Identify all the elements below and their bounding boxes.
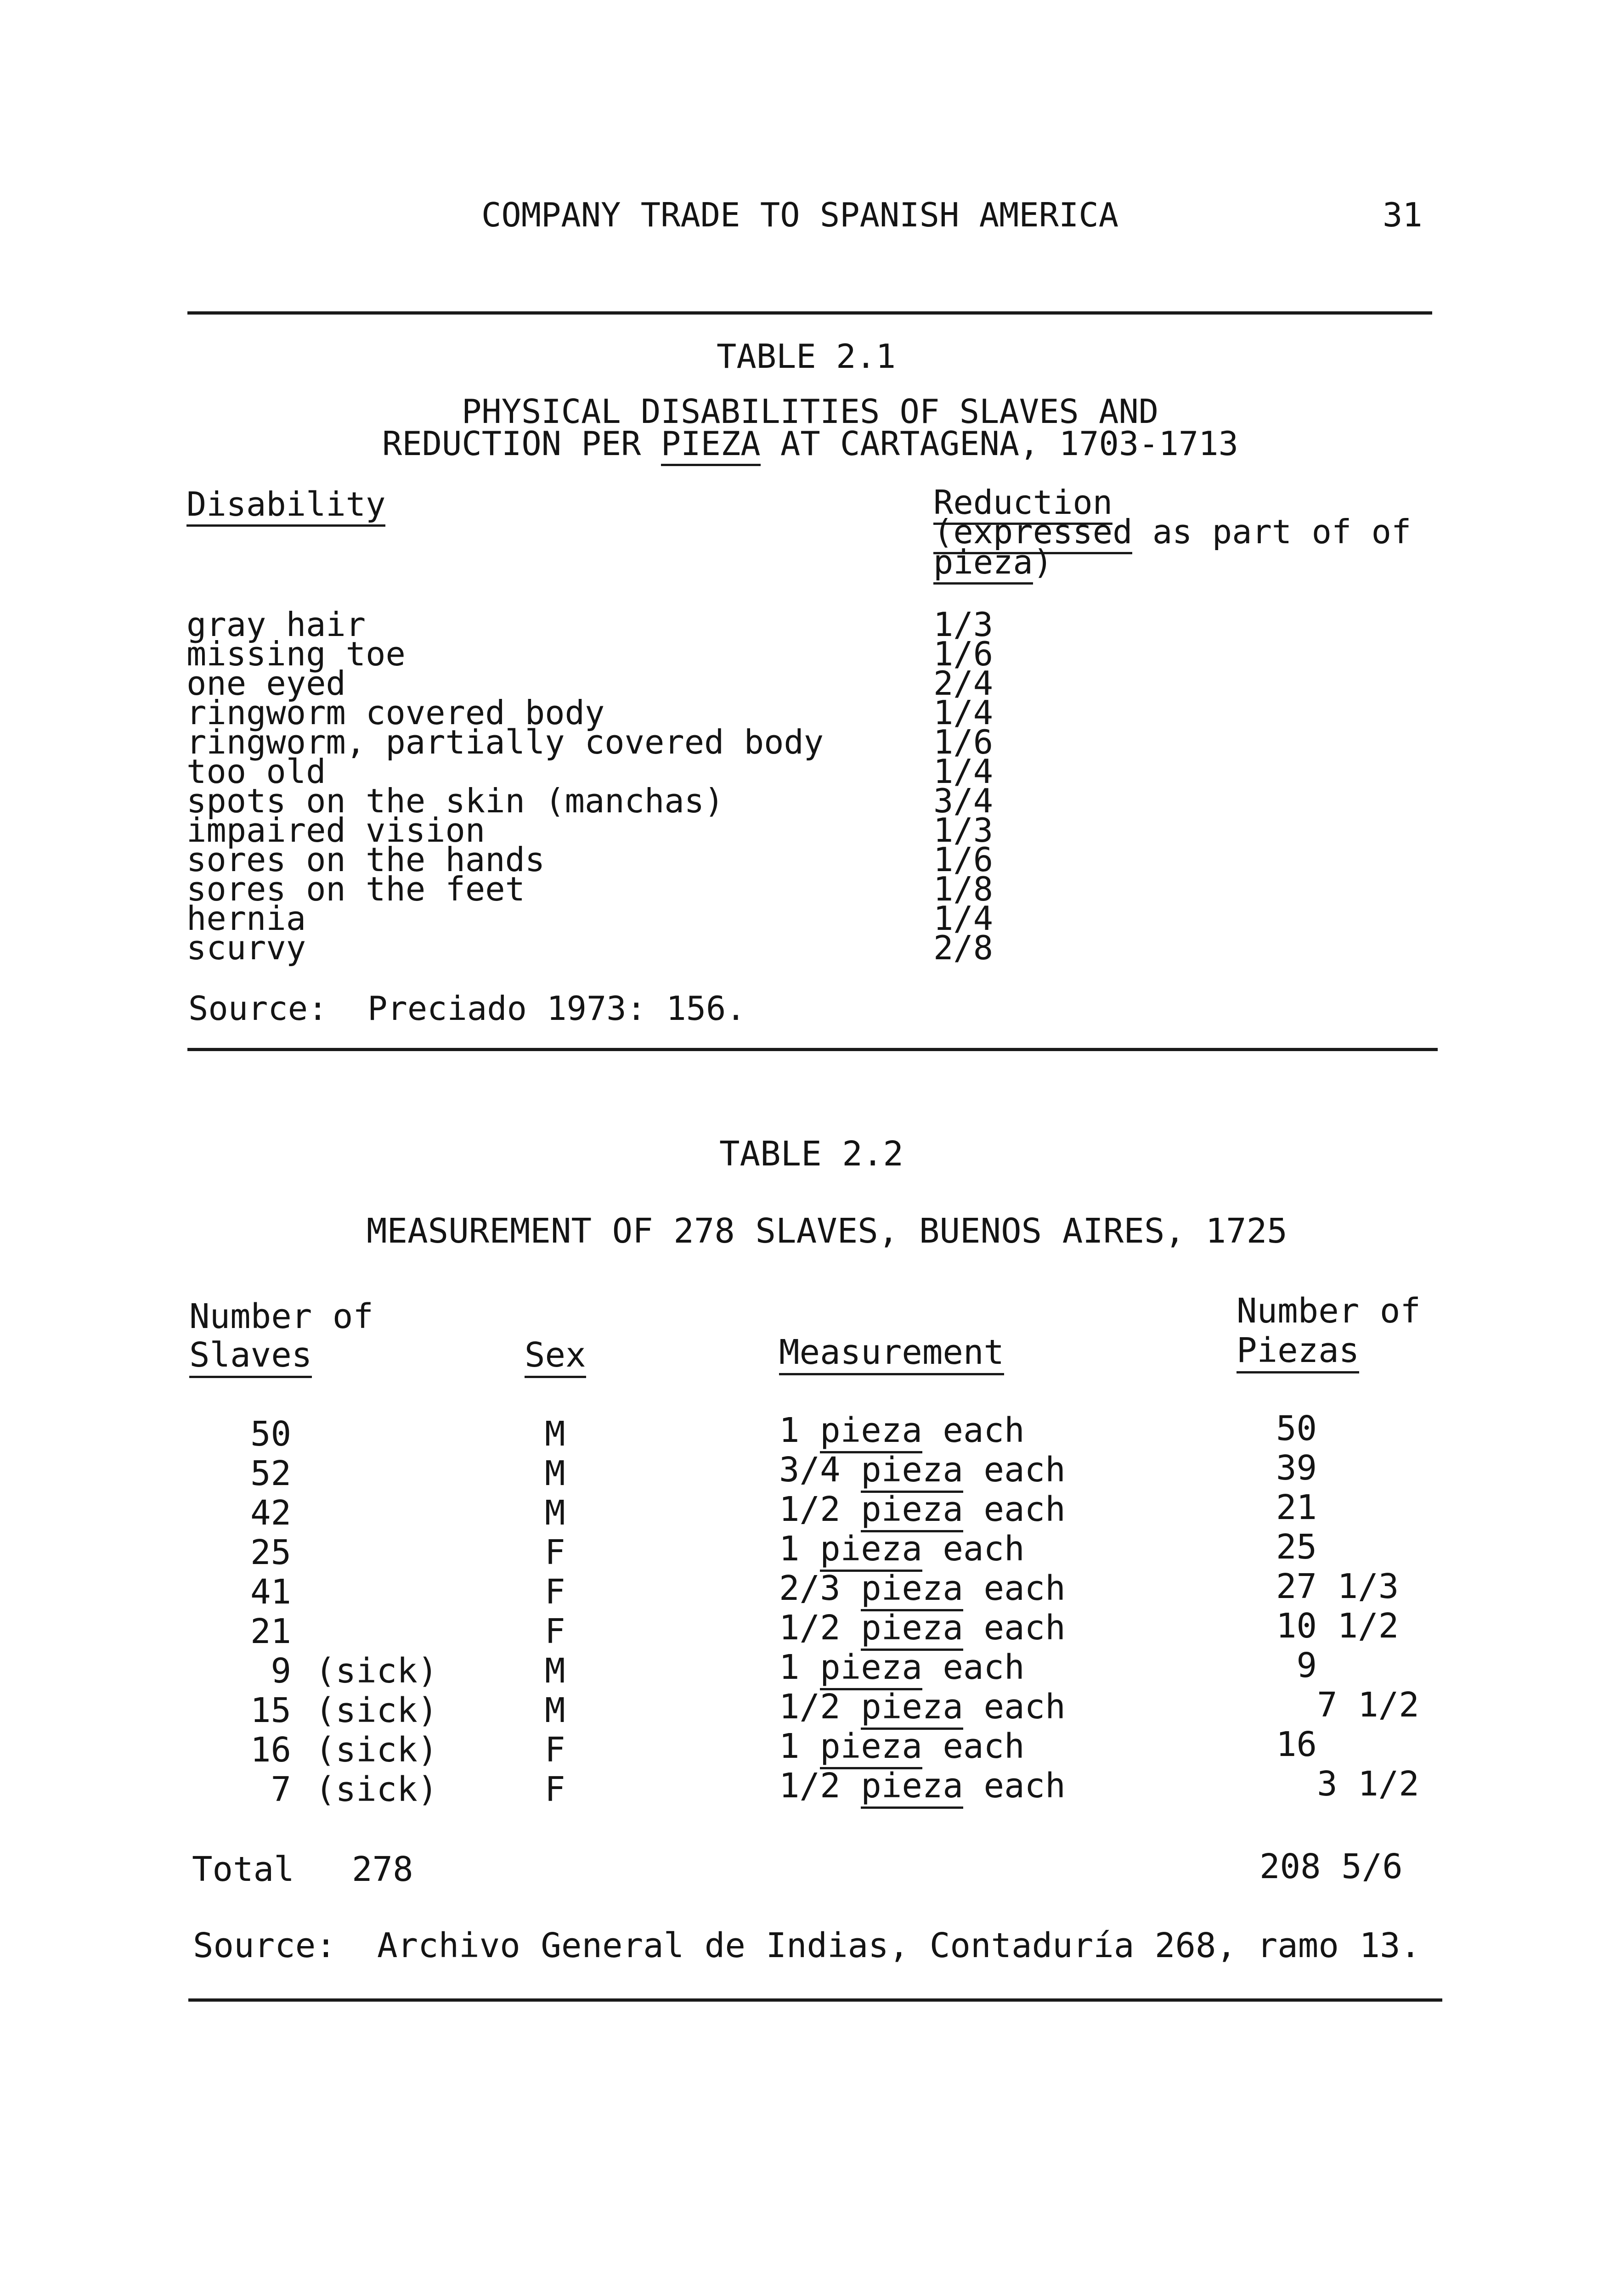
table-2-2-source: Source: Archivo General de Indias, Contaduría 268, ramo 13. xyxy=(193,1926,1421,1965)
table-cell-sex: F xyxy=(545,1730,565,1770)
column-header-number-of-slaves: Number of xyxy=(189,1297,373,1336)
table-cell-sex: F xyxy=(545,1770,565,1809)
table-row: ringworm, partially covered body xyxy=(186,723,824,761)
table-cell-note: (sick) xyxy=(315,1691,438,1730)
table-cell-reduction: 1/3 xyxy=(933,811,994,850)
total-slaves: 278 xyxy=(352,1850,413,1889)
column-header-measurement: Measurement xyxy=(779,1335,1004,1369)
table-cell-measurement: 1/2 pieza each xyxy=(779,1769,1066,1803)
table-cell-sex: M xyxy=(545,1454,565,1493)
table-cell-reduction: 2/4 xyxy=(933,664,994,703)
table-2-1-label: TABLE 2.1 xyxy=(717,337,896,376)
table-cell-number: 7 xyxy=(250,1770,292,1809)
table-cell-measurement: 3/4 pieza each xyxy=(779,1453,1066,1487)
table-2-1-title-line1: PHYSICAL DISABILITIES OF SLAVES AND xyxy=(462,392,1159,431)
table-cell-note: (sick) xyxy=(315,1730,438,1770)
column-header-sex: Sex xyxy=(525,1338,586,1372)
table-cell-piezas: 27 1/3 xyxy=(1276,1567,1399,1606)
table-cell-measurement: 1/2 pieza each xyxy=(779,1492,1066,1526)
table-cell-piezas: 39 xyxy=(1276,1448,1317,1488)
table-row: ringworm covered body xyxy=(186,693,605,732)
table-cell-piezas: 25 xyxy=(1276,1527,1317,1567)
table-cell-reduction: 1/8 xyxy=(933,870,994,908)
table-cell-measurement: 1 pieza each xyxy=(779,1650,1025,1684)
table-cell-number: 15 xyxy=(250,1691,292,1730)
table-cell-piezas: 3 1/2 xyxy=(1276,1764,1419,1804)
table-cell-reduction: 1/6 xyxy=(933,723,994,761)
table-cell-measurement: 1/2 pieza each xyxy=(779,1611,1066,1645)
running-head: COMPANY TRADE TO SPANISH AMERICA xyxy=(481,196,1119,234)
table-2-1-source: Source: Preciado 1973: 156. xyxy=(188,989,746,1028)
table-cell-number: 9 xyxy=(250,1651,292,1691)
table-row: scurvy xyxy=(186,929,306,967)
table-cell-number: 42 xyxy=(250,1493,292,1533)
table-cell-measurement: 1 pieza each xyxy=(779,1729,1025,1763)
table-row: spots on the skin (manchas) xyxy=(186,782,724,820)
table-cell-number: 16 xyxy=(250,1730,292,1770)
table-cell-piezas: 21 xyxy=(1276,1488,1317,1527)
table-cell-piezas: 10 1/2 xyxy=(1276,1606,1399,1646)
table-cell-sex: M xyxy=(545,1651,565,1691)
table-cell-sex: M xyxy=(545,1414,565,1454)
table-cell-reduction: 1/4 xyxy=(933,752,994,791)
table-cell-measurement: 1/2 pieza each xyxy=(779,1690,1066,1724)
table-cell-piezas: 50 xyxy=(1276,1409,1317,1448)
table-cell-sex: M xyxy=(545,1691,565,1730)
table-row: too old xyxy=(186,752,326,791)
table-cell-measurement: 1 pieza each xyxy=(779,1413,1025,1447)
table-cell-measurement: 1 pieza each xyxy=(779,1532,1025,1566)
pieza-term: PIEZA xyxy=(661,424,761,466)
column-header-number-of-piezas: Number of xyxy=(1237,1291,1421,1331)
table-2-2-title: MEASUREMENT OF 278 SLAVES, BUENOS AIRES, 1725 xyxy=(367,1211,1287,1251)
top-rule xyxy=(187,311,1432,315)
table-cell-number: 25 xyxy=(250,1533,292,1572)
column-header-reduction-note: (expressed as part of of xyxy=(933,515,1411,548)
total-piezas: 208 5/6 xyxy=(1259,1847,1403,1886)
table-row: one eyed xyxy=(186,664,346,703)
table-cell-note: (sick) xyxy=(315,1770,438,1809)
table-cell-reduction: 1/6 xyxy=(933,840,994,879)
table-cell-reduction: 2/8 xyxy=(933,929,994,967)
table-cell-piezas: 16 xyxy=(1276,1725,1317,1764)
table-cell-sex: F xyxy=(545,1533,565,1572)
table-cell-reduction: 1/4 xyxy=(933,899,994,938)
table-row: sores on the feet xyxy=(186,870,525,908)
column-header-reduction-note-2: pieza) xyxy=(933,546,1053,579)
middle-rule xyxy=(187,1048,1438,1051)
table-cell-sex: F xyxy=(545,1572,565,1612)
table-cell-sex: F xyxy=(545,1612,565,1651)
table-cell-reduction: 1/3 xyxy=(933,605,994,644)
total-label: Total xyxy=(192,1850,294,1889)
column-header-number-of-piezas-2: Piezas xyxy=(1237,1334,1359,1367)
column-header-disability: Disability xyxy=(186,488,385,521)
table-cell-piezas: 9 xyxy=(1276,1646,1317,1685)
table-cell-measurement: 2/3 pieza each xyxy=(779,1571,1066,1605)
table-2-2-label: TABLE 2.2 xyxy=(719,1134,903,1174)
table-row: gray hair xyxy=(186,605,366,644)
table-cell-number: 21 xyxy=(250,1612,292,1651)
table-cell-reduction: 3/4 xyxy=(933,782,994,820)
column-header-number-of-slaves-2: Slaves xyxy=(189,1338,312,1372)
table-cell-sex: M xyxy=(545,1493,565,1533)
table-cell-number: 50 xyxy=(250,1414,292,1454)
table-cell-reduction: 1/4 xyxy=(933,693,994,732)
table-row: impaired vision xyxy=(186,811,486,850)
table-row: missing toe xyxy=(186,635,406,673)
table-row: sores on the hands xyxy=(186,840,545,879)
table-cell-piezas: 7 1/2 xyxy=(1276,1685,1419,1725)
table-cell-number: 52 xyxy=(250,1454,292,1493)
table-cell-note: (sick) xyxy=(315,1651,438,1691)
page-number: 31 xyxy=(1383,196,1423,234)
bottom-rule xyxy=(188,1998,1442,2002)
table-row: hernia xyxy=(186,899,306,938)
table-2-1-title-line2: REDUCTION PER PIEZA AT CARTAGENA, 1703-1713 xyxy=(382,427,1238,460)
column-header-reduction: Reduction xyxy=(933,486,1112,519)
table-cell-number: 41 xyxy=(250,1572,292,1612)
table-cell-reduction: 1/6 xyxy=(933,635,994,673)
